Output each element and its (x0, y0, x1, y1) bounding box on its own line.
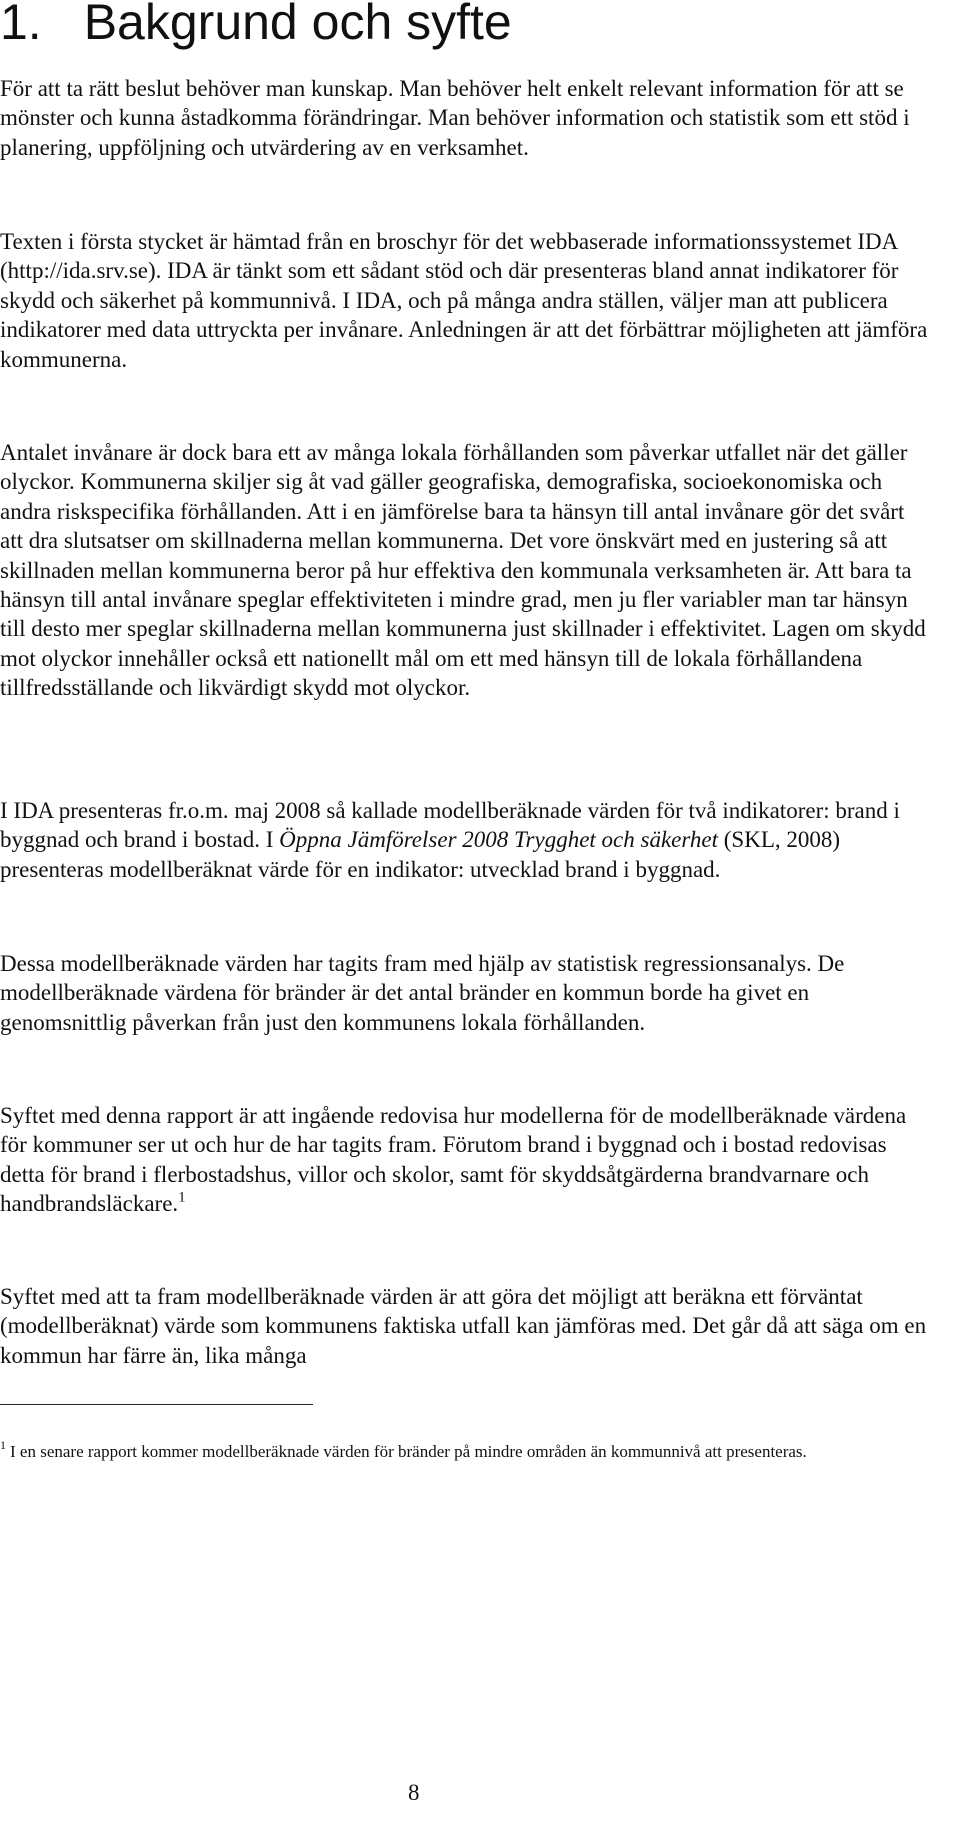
paragraph-ida-indicators (0, 796, 930, 884)
paragraph-purpose-models: Syftet med att ta fram modellberäknade värden är att göra det möjligt att beräkna ett förväntat (modellberäknat) värde som kommunens faktiska utfall kan jämföras med. Det går då att säga om en kommun har färre än, lika många (0, 1284, 927, 1368)
paragraph-purpose-report (0, 1101, 930, 1219)
section-title: Bakgrund och syfte (83, 0, 512, 50)
page-number: 8 (408, 1780, 420, 1805)
paragraph-purpose-report-text: Syftet med denna rapport är att ingående redovisa hur modellerna för de modellberäknade värdena för kommuner ser ut och hur de har tagits fram. Förutom brand i byggnad och i bostad redovisas detta för brand i flerbostadshus, villor och skolor, samt för skyddsåtgärderna brandvarnare och handbrandsläckare. (0, 1103, 907, 1217)
section-number: 1. (0, 0, 42, 50)
paragraph-population-factors: Antalet invånare är dock bara ett av många lokala förhållanden som påverkar utfallet när det gäller olyckor. Kommunerna skiljer sig åt vad gäller geografiska, demografiska, socioekonomiska och andra riskspecifika förhållanden. Att i en jämförelse bara ta hänsyn till antal invånare gör det svårt att dra slutsatser om skillnaderna mellan kommunerna. Det vore önskvärt med en justering så att skillnaden mellan kommunerna beror på hur effektiva den kommunala verksamheten är. Att bara ta hänsyn till antal invånare speglar effektiviteten i mindre grad, men ju fler variabler man tar hänsyn till desto mer speglar skillnaderna mellan kommunerna just skillnader i effektivitet. Lagen om skydd mot olyckor innehåller också ett nationellt mål om ett med hänsyn till de lokala förhållandena tillfredsställande och likvärdigt skydd mot olyckor. (0, 440, 926, 701)
paragraph-ida-indicators-start: I IDA presenteras fr.o.m. maj 2008 så kallade modellberäknade värden för två indikatorer: brand i byggnad och brand i bostad. I (0, 798, 900, 853)
paragraph-ida-indicators-end: (SKL, 2008) presenteras modellberäknat värde för en indikator: utvecklad brand i byggnad. (0, 827, 841, 882)
paragraph-regression: Dessa modellberäknade värden har tagits fram med hjälp av statistisk regressionsanalys. De modellberäknade värdena för bränder är det antal bränder en kommun borde ha givet en genomsnittlig påverkan från just den kommunens lokala förhållanden. (0, 951, 845, 1035)
footnote-separator (0, 1404, 313, 1405)
publication-title: Öppna Jämförelser 2008 Trygghet och säkerhet (279, 827, 719, 853)
footnote-text: I en senare rapport kommer modellberäknade värden för bränder på mindre områden än kommunnivå att presenteras. (10, 1442, 807, 1461)
section-heading (0, 0, 512, 50)
footnote (0, 1437, 930, 1463)
paragraph-ida-source: Texten i första stycket är hämtad från en broschyr för det webbaserade informationssystemet IDA (http://ida.srv.se). IDA är tänkt som ett sådant stöd och där presenteras bland annat indikatorer för skydd och säkerhet på kommunnivå. I IDA, och på många andra ställen, väljer man att publicera indikatorer med data uttryckta per invånare. Anledningen är att det förbättrar möjligheten att jämföra kommunerna. (0, 229, 928, 372)
footnote-mark: 1 (0, 1437, 6, 1452)
footnote-reference: 1 (178, 1189, 186, 1206)
paragraph-intro: För att ta rätt beslut behöver man kunskap. Man behöver helt enkelt relevant information för att se mönster och kunna åstadkomma förändringar. Man behöver information och statistik som ett stöd i planering, uppföljning och utvärdering av en verksamhet. (0, 76, 910, 160)
